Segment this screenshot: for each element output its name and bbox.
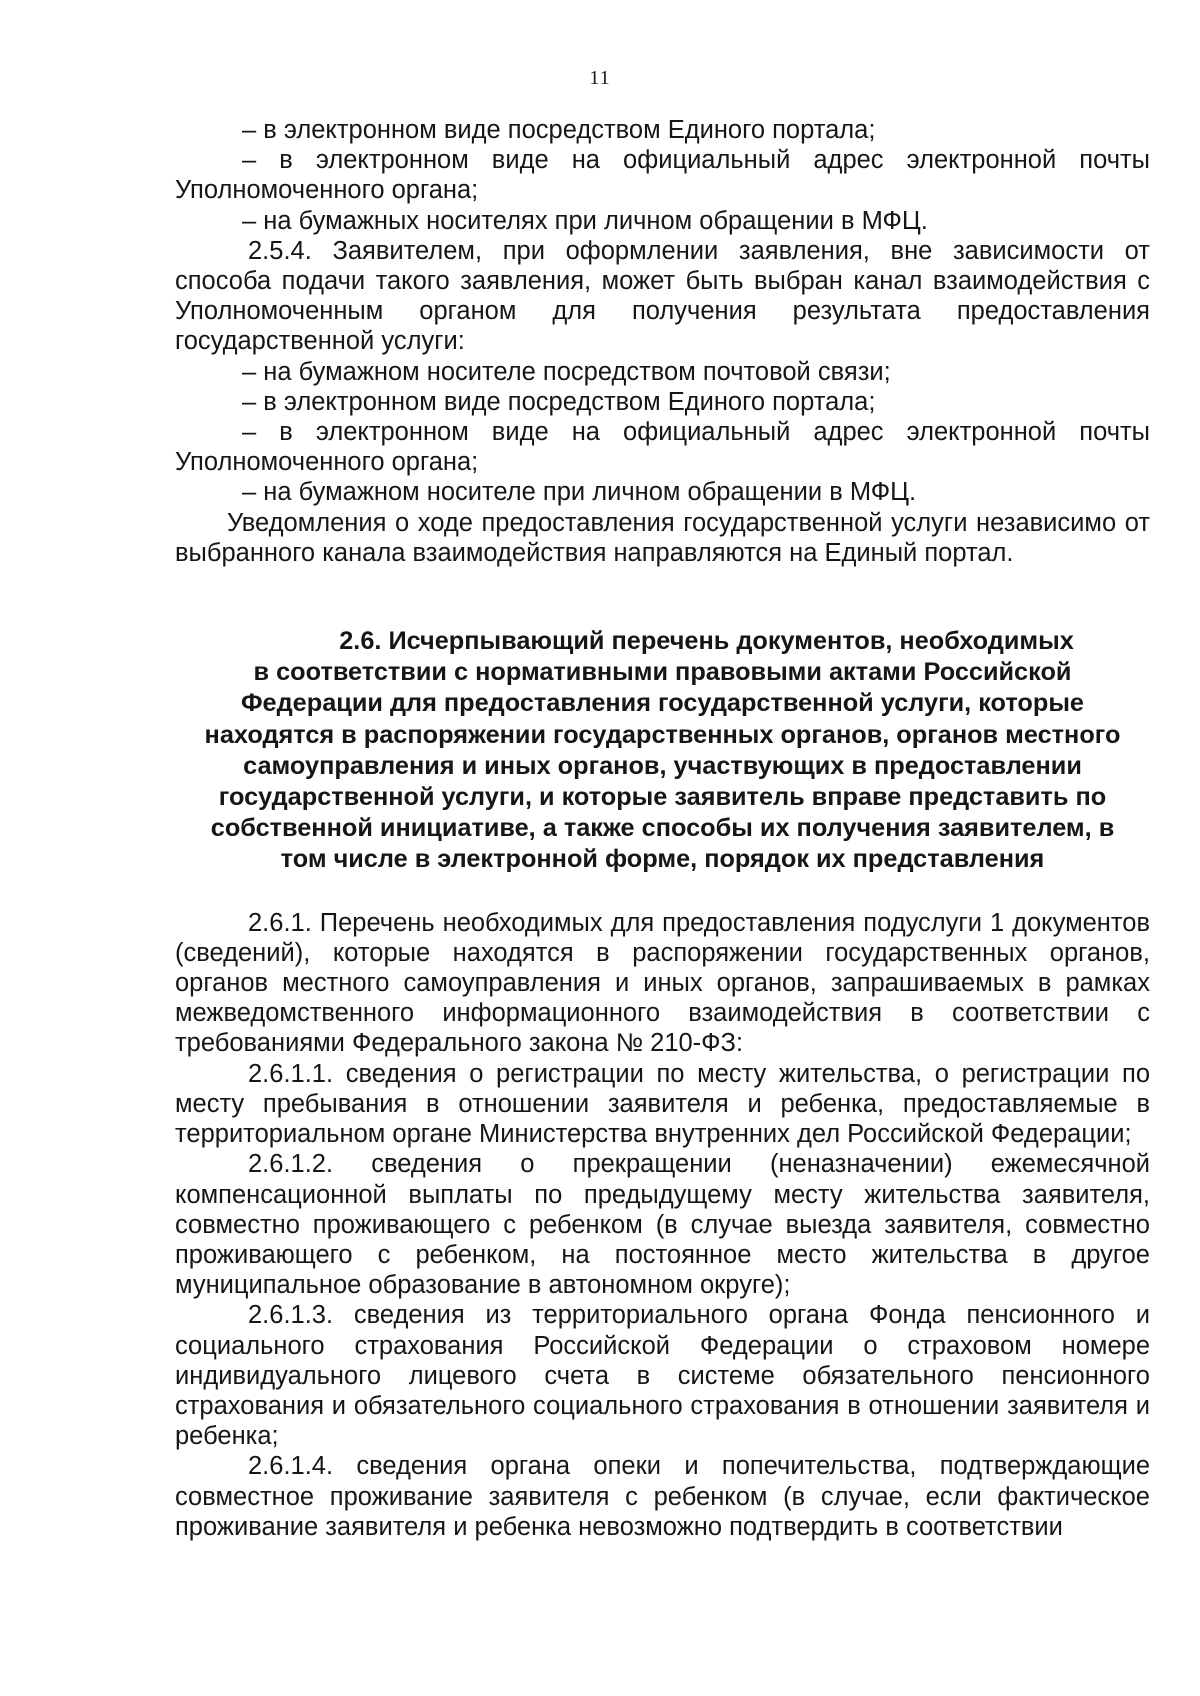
heading-line: 2.6. Исчерпывающий перечень документов, необходимых <box>339 627 1074 656</box>
list-item: – на бумажных носителях при личном обращении в МФЦ. <box>242 206 928 235</box>
clause-2-6-1-1: 2.6.1.1. сведения о регистрации по месту жительства, о регистрации по месту пребывания в отношении заявителя и ребенка, предоставляемые в территориальном органе Министерства внутренних дел Российской Федерации; <box>175 1059 1150 1149</box>
heading-line: собственной инициативе, а также способы их получения заявителем, в <box>210 814 1115 843</box>
page-number: 11 <box>589 67 611 89</box>
list-item: – на бумажном носителе при личном обращении в МФЦ. <box>242 478 917 507</box>
clause-2-5-4: 2.5.4. Заявителем, при оформлении заявления, вне зависимости от способа подачи такого заявления, может быть выбран канал взаимодействия с Уполномоченным органом для получения результата предоставления государственной услуги: <box>175 236 1150 356</box>
section-heading <box>175 626 1150 876</box>
clause-2-6-1-4: 2.6.1.4. сведения органа опеки и попечительства, подтверждающие совместное проживание заявителя с ребенком (в случае, если фактическое проживание заявителя и ребенка невозможно подтвердить в соответствии <box>175 1452 1150 1541</box>
heading-line: том числе в электронной форме, порядок их представления <box>280 845 1045 874</box>
list-item: – в электронном виде посредством Единого портала; <box>242 116 876 144</box>
heading-line: самоуправления и иных органов, участвующих в предоставлении <box>243 751 1082 780</box>
document-body <box>175 115 1150 1542</box>
list-item: – в электронном виде посредством Единого портала; <box>242 387 876 416</box>
list-item: – в электронном виде на официальный адрес электронной почты Уполномоченного органа; <box>175 146 1150 205</box>
clause-2-6-1-3: 2.6.1.3. сведения из территориального органа Фонда пенсионного и социального страхования Российской Федерации о страховом номере индивидуального лицевого счета в системе обязательного пенсионного страхования и обязательного социального страхования в отношении заявителя и ребенка; <box>175 1301 1150 1451</box>
heading-line: Федерации для предоставления государственной услуги, которые <box>240 689 1085 718</box>
clause-2-6-1: 2.6.1. Перечень необходимых для предоставления подуслуги 1 документов (сведений), которые находятся в распоряжении государственных органов, органов местного самоуправления и иных органов, запрашиваемых в рамках межведомственного информационного взаимодействия в соответствии с требованиями Федерального закона № 210-ФЗ: <box>175 908 1150 1058</box>
heading-line: государственной услуги, и которые заявитель вправе представить по <box>218 783 1107 812</box>
heading-line: находятся в распоряжении государственных органов, органов местного <box>204 720 1121 749</box>
heading-line: в соответствии с нормативными правовыми актами Российской <box>253 658 1072 687</box>
clause-2-6-1-2: 2.6.1.2. сведения о прекращении (неназначении) ежемесячной компенсационной выплаты по предыдущему месту жительства заявителя, совместно проживающего с ребенком (в случае выезда заявителя, совместно проживающего с ребенком, на постоянное место жительства в другое муниципальное образование в автономном округе); <box>175 1150 1150 1300</box>
notice-paragraph: Уведомления о ходе предоставления государственной услуги независимо от выбранного канала взаимодействия направляются на Единый портал. <box>175 508 1150 567</box>
list-item: – в электронном виде на официальный адрес электронной почты Уполномоченного органа; <box>175 418 1150 477</box>
list-item: – на бумажном носителе посредством почтовой связи; <box>242 357 891 386</box>
